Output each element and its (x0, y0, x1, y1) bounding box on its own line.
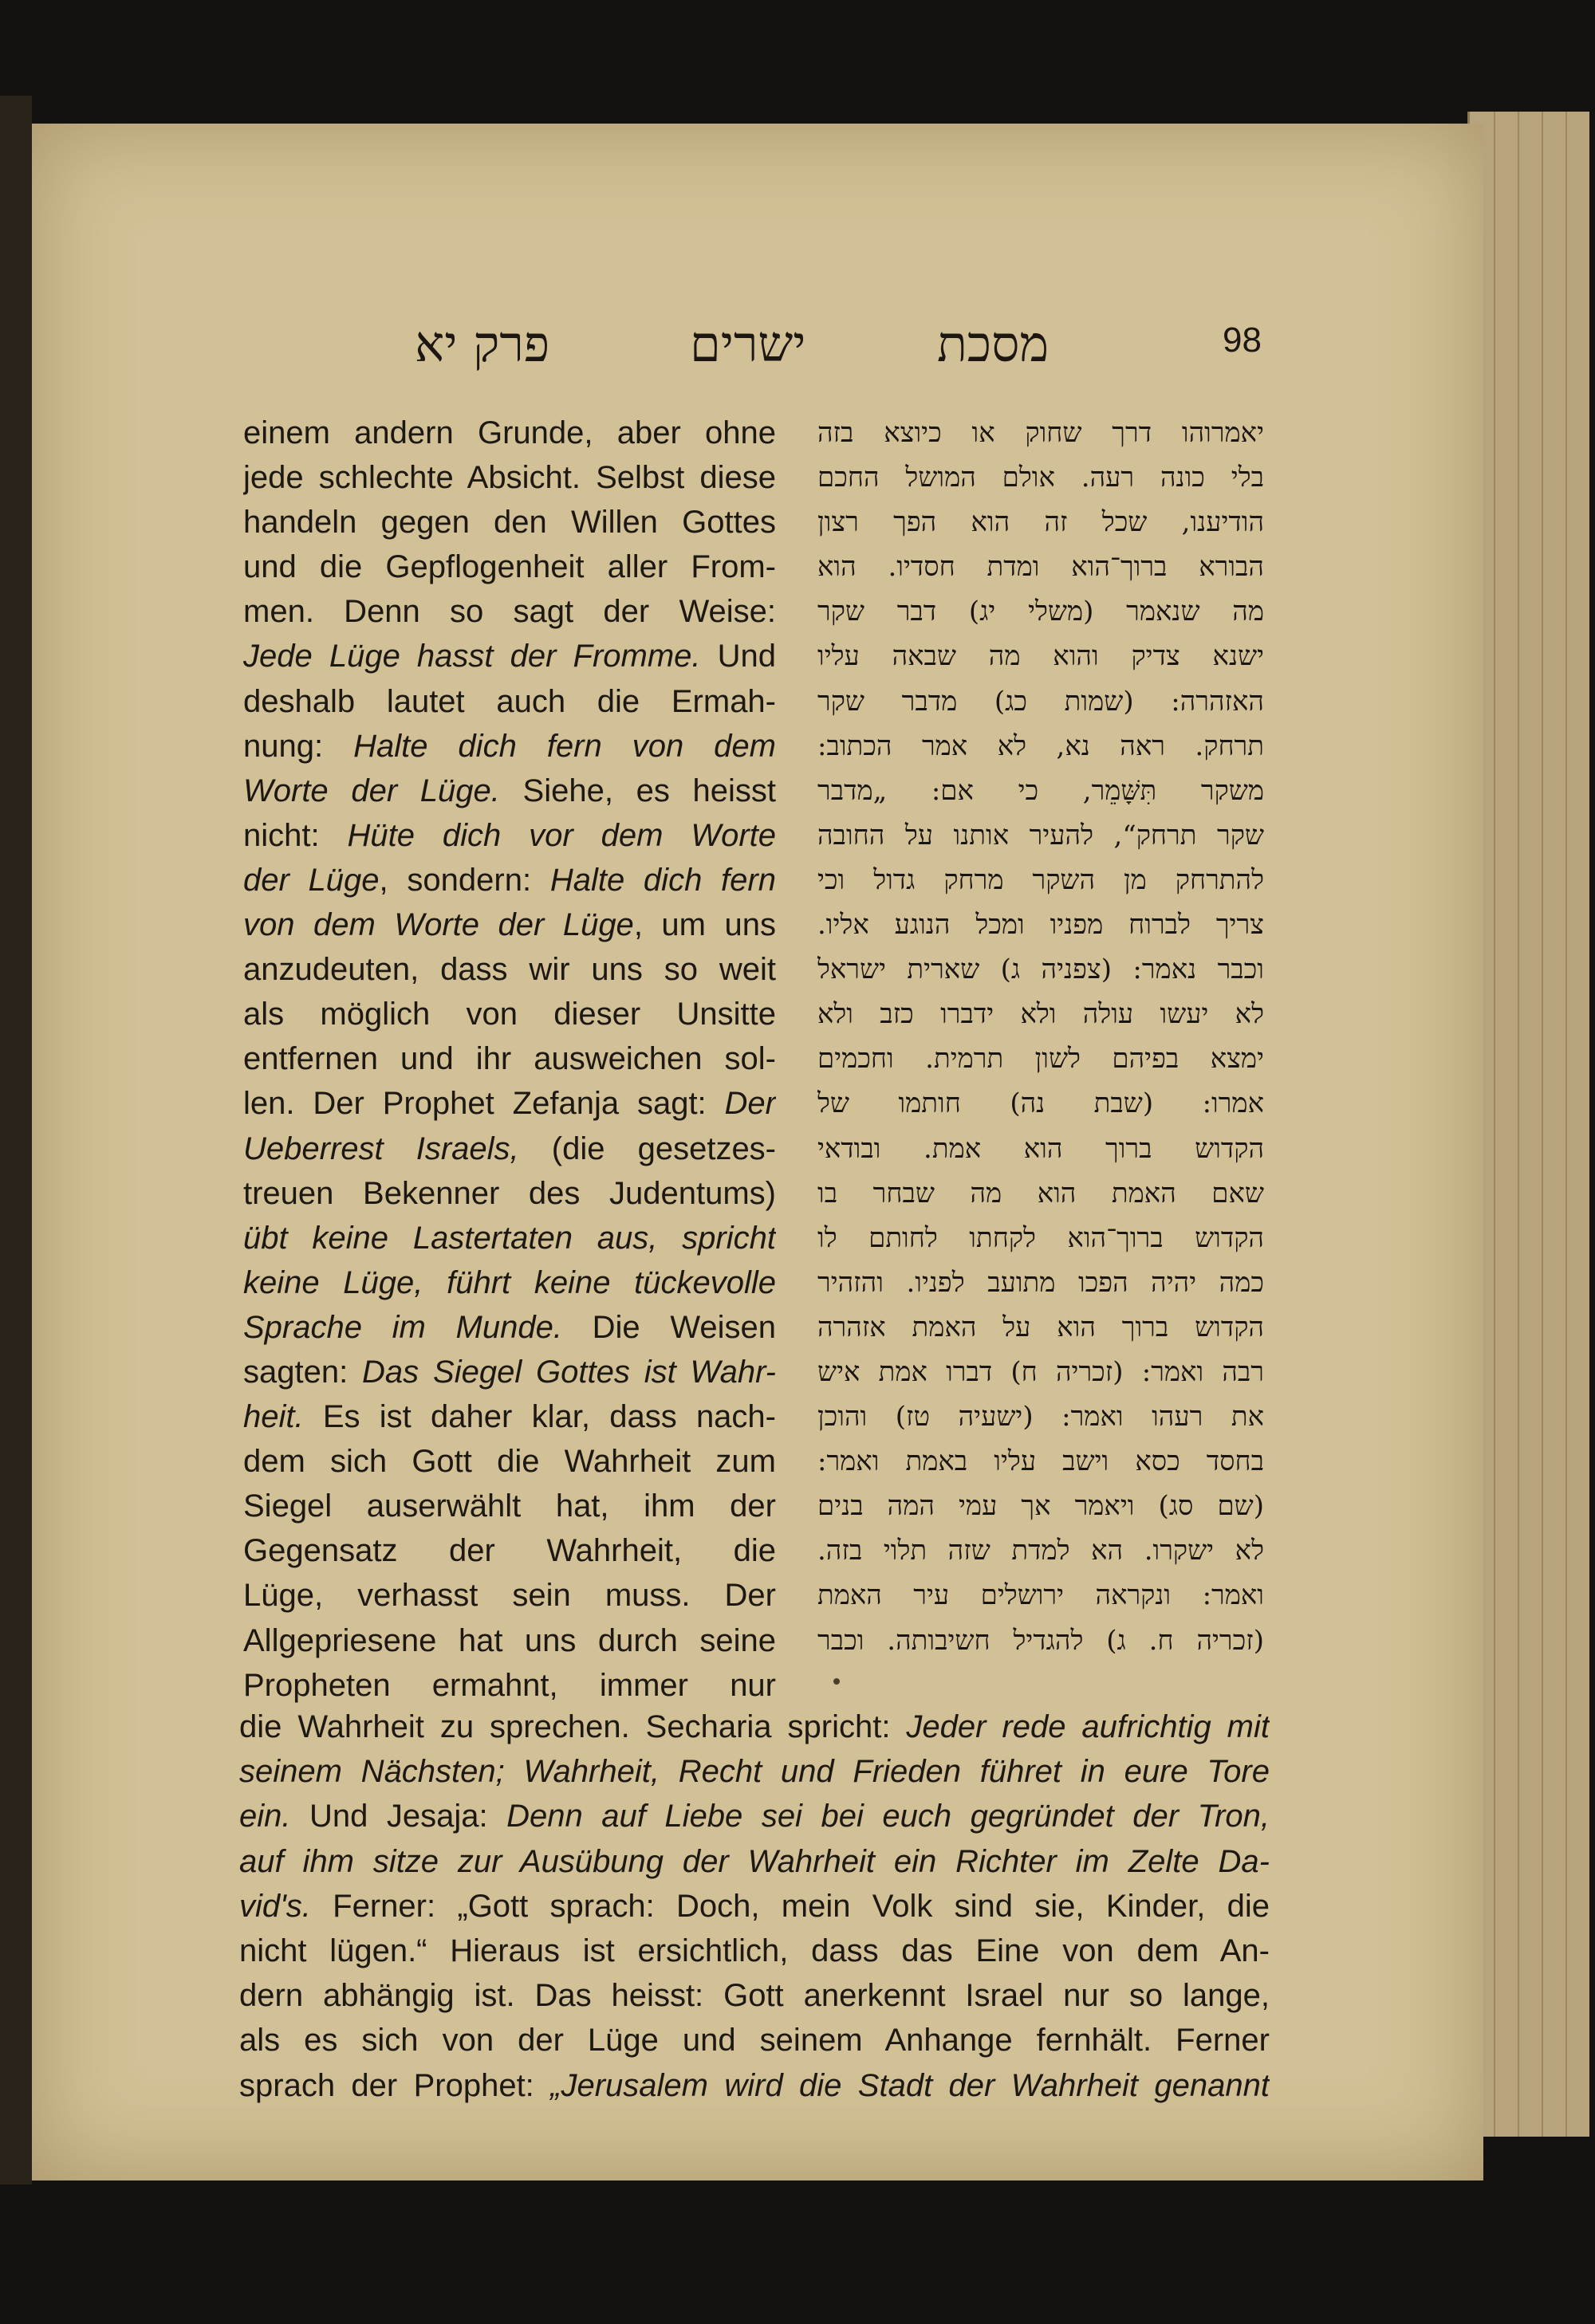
hebrew-line: להתרחק מן השקר מרחק גדול וכי (817, 863, 1264, 896)
page-edges (1467, 112, 1589, 2137)
german-line (243, 455, 776, 500)
hebrew-line: לא יעשו עולה ולא ידברו כזב ולא (817, 998, 1264, 1031)
german-line (239, 1929, 1270, 1973)
text: einem andern Grunde, aber ohne (243, 415, 776, 450)
german-line (243, 545, 776, 589)
text: sagten: (243, 1354, 363, 1390)
german-line (239, 2063, 1270, 2108)
hebrew-line: (זכריה ח. ג) להגדיל חשיבותה. וכבר (817, 1624, 1264, 1657)
hebrew-text-column (817, 411, 1264, 1663)
german-line (239, 1973, 1270, 2018)
italic-text: Das Siegel Gottes ist Wahr- (362, 1354, 776, 1390)
german-line (239, 1839, 1270, 1884)
german-line (239, 2018, 1270, 2063)
italic-text: ein. (239, 1799, 291, 1834)
hebrew-line: הקדוש ברוך הוא על האמת אזהרה (817, 1311, 1264, 1343)
italic-text: Denn auf Liebe sei bei euch gegründet der Tron, (506, 1799, 1270, 1834)
text: nicht lügen.“ Hieraus ist ersichtlich, dass das Eine von dem An- (239, 1933, 1270, 1968)
running-head-masechet: מסכת (937, 315, 1050, 373)
german-line (243, 724, 776, 769)
text: Allgepriesene hat uns durch seine (243, 1622, 776, 1658)
german-line (243, 1216, 776, 1260)
italic-text: Sprache im Munde. (243, 1309, 562, 1345)
german-line (243, 1439, 776, 1484)
german-line (243, 858, 776, 902)
hebrew-line: שאם האמת הוא מה שבחר בו (817, 1177, 1264, 1209)
german-line (243, 1350, 776, 1394)
hebrew-line: את רעהו ואמר: (ישעיה טז) והוכן (817, 1401, 1264, 1433)
german-line (243, 992, 776, 1036)
text: nung: (243, 728, 354, 764)
hebrew-line: צריך לברוח מפניו ומכל הנוגע אליו. (817, 909, 1264, 942)
german-line (239, 1705, 1270, 1749)
german-line (239, 1749, 1270, 1794)
text: nicht: (243, 817, 348, 853)
italic-text: Der (724, 1086, 776, 1122)
text: Propheten ermahnt, immer nur (243, 1667, 776, 1703)
text: sprach der Prophet: (239, 2067, 551, 2103)
german-line (243, 1573, 776, 1618)
german-line (243, 411, 776, 455)
german-line (243, 1394, 776, 1439)
text: anzudeuten, dass wir uns so weit (243, 952, 776, 988)
german-line (243, 1036, 776, 1081)
german-line (239, 1794, 1270, 1838)
hebrew-line: תרחק. ראה נא, לא אמר הכתוב: (817, 729, 1264, 762)
italic-text: heit. (243, 1399, 304, 1435)
italic-text: der Lüge (243, 862, 380, 898)
italic-text: Ueberrest Israels, (243, 1131, 519, 1166)
german-line (243, 1484, 776, 1528)
hebrew-line: אמרו: (שבת נה) חותמו של (817, 1087, 1264, 1120)
hebrew-line: (שם סג) ויאמר אך עמי המה בנים (817, 1490, 1264, 1523)
german-full-width-text (239, 1705, 1270, 2108)
text: als möglich von dieser Unsitte (243, 997, 776, 1032)
german-line (243, 1260, 776, 1305)
text: als es sich von der Lüge und seinem Anhange fernhält. Ferner (239, 2023, 1270, 2059)
hebrew-line: משקר תִּשָּׁמֵר, כי אם: „מדבר (817, 774, 1264, 807)
hebrew-line: ישנא צדיק והוא מה שבאה עליו (817, 640, 1264, 673)
german-line (243, 1618, 776, 1663)
hebrew-line: הקדוש ברוך־הוא לקחתו לחותם לו (817, 1221, 1264, 1254)
italic-text: vid's. (239, 1888, 311, 1924)
german-line (243, 902, 776, 947)
text: Es ist daher klar, dass nach- (303, 1399, 776, 1435)
italic-text: Worte der Lüge. (243, 773, 500, 808)
running-head-perek: פרק יא (415, 315, 550, 373)
ornament-dot (833, 1678, 840, 1685)
text: Siegel auserwählt hat, ihm der (243, 1488, 776, 1524)
german-line (243, 769, 776, 813)
german-line (243, 947, 776, 992)
hebrew-line: בחסד כסא וישב עליו באמת ואמר: (817, 1445, 1264, 1478)
german-line (243, 589, 776, 634)
text: die Wahrheit zu sprechen. Secharia spricht: (239, 1709, 907, 1744)
german-line (243, 679, 776, 724)
text: Lüge, verhasst sein muss. Der (243, 1578, 776, 1614)
german-line (243, 813, 776, 858)
german-line (243, 1171, 776, 1216)
text: Ferner: „Gott sprach: Doch, mein Volk sind sie, Kinder, die (310, 1888, 1270, 1924)
italic-text: Jede Lüge hasst der Fromme. (243, 639, 701, 674)
german-line (243, 1528, 776, 1573)
book-spine-left (0, 96, 32, 2184)
hebrew-line: הקדוש ברוך הוא אמת. ובודאי (817, 1132, 1264, 1165)
italic-text: „Jerusalem wird die Stadt der Wahrheit genannt (550, 2067, 1270, 2103)
german-line (243, 500, 776, 545)
text: Und Jesaja: (290, 1799, 507, 1834)
text: entfernen und ihr ausweichen sol- (243, 1041, 776, 1077)
hebrew-line: ואמר: ונקראה ירושלים עיר האמת (817, 1579, 1264, 1612)
hebrew-line: מה שנאמר (משלי יג) דבר שקר (817, 596, 1264, 628)
german-translation-column (243, 411, 776, 1708)
german-line (243, 634, 776, 678)
italic-text: Halte dich fern von dem (353, 728, 776, 764)
hebrew-line: בלי כונה רעה. אולם המושל החכם (817, 462, 1264, 494)
hebrew-line: רבה ואמר: (זכריה ח) דברו אמת איש (817, 1355, 1264, 1388)
text: Gegensatz der Wahrheit, die (243, 1533, 776, 1569)
text: dem sich Gott die Wahrheit zum (243, 1444, 776, 1480)
text: deshalb lautet auch die Ermah- (243, 683, 776, 719)
text: jede schlechte Absicht. Selbst diese (243, 460, 776, 496)
italic-text: keine Lüge, führt keine tückevolle (243, 1264, 776, 1300)
text: und die Gepflogenheit aller From- (243, 549, 776, 585)
german-line (239, 1884, 1270, 1929)
italic-text: Hüte dich vor dem Worte (347, 817, 776, 853)
german-line (243, 1127, 776, 1171)
italic-text: seinem Nächsten; Wahrheit, Recht und Frieden führet in eure Tore (239, 1754, 1270, 1790)
italic-text: Jeder rede aufrichtig mit (906, 1709, 1270, 1744)
hebrew-line: שקר תרחק“, להעיר אותנו על החובה (817, 819, 1264, 851)
german-line (243, 1663, 776, 1708)
german-line (243, 1081, 776, 1126)
hebrew-line: לא ישקרו. הא למדת שזה תלוי בזה. (817, 1535, 1264, 1567)
text: handeln gegen den Willen Gottes (243, 505, 776, 541)
text: (die gesetzes- (518, 1131, 776, 1166)
italic-text: Halte dich fern (549, 862, 776, 898)
hebrew-line: וכבר נאמר: (צפניה ג) שארית ישראל (817, 954, 1264, 986)
hebrew-line: הודיענו, שכל זה הוא הפך רצון (817, 506, 1264, 539)
text: dern abhängig ist. Das heisst: Gott anerkennt Israel nur so lange, (239, 1978, 1270, 2014)
hebrew-line: ימצא בפיהם לשון תרמית. וחכמים (817, 1043, 1264, 1075)
text: , um uns (633, 907, 776, 943)
running-head-yesharim: ישרים (690, 315, 806, 373)
italic-text: auf ihm sitze zur Ausübung der Wahrheit ein Richter im Zelte Da- (239, 1843, 1270, 1879)
text: treuen Bekenner des Judentums) (243, 1175, 776, 1211)
italic-text: von dem Worte der Lüge (243, 907, 634, 943)
text: , sondern: (379, 862, 550, 898)
hebrew-line: יאמרוהו דרך שחוק או כיוצא בזה (817, 417, 1264, 449)
hebrew-line: הבורא ברוך־הוא ומדת חסדיו. הוא (817, 551, 1264, 584)
german-line (243, 1305, 776, 1350)
text: men. Denn so sagt der Weise: (243, 594, 776, 630)
italic-text: übt keine Lastertaten aus, spricht (243, 1220, 776, 1256)
hebrew-line: האזהרה: (שמות כג) מדבר שקר (817, 685, 1264, 718)
text: Siehe, es heisst (499, 773, 776, 808)
text: Und (700, 639, 776, 674)
page-number: 98 (1223, 320, 1262, 360)
text: len. Der Prophet Zefanja sagt: (243, 1086, 725, 1122)
hebrew-line: כמה יהיה הפכו מתועב לפניו. והזהיר (817, 1266, 1264, 1299)
text: Die Weisen (561, 1309, 776, 1345)
